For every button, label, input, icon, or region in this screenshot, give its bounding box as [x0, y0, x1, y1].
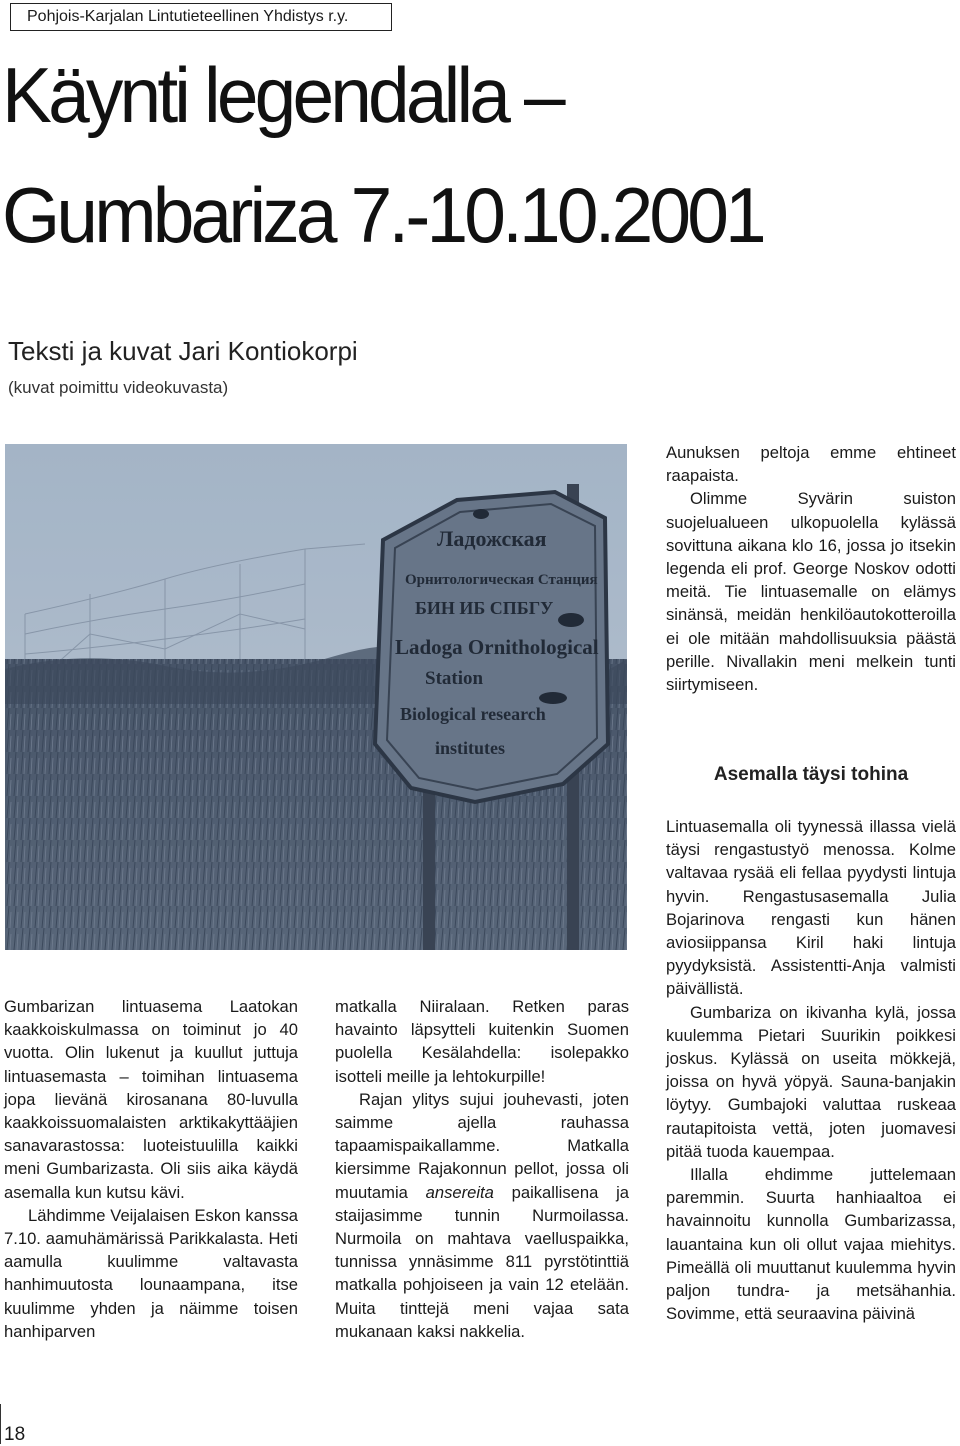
- byline: Teksti ja kuvat Jari Kontiokorpi: [8, 336, 358, 366]
- col2-paragraph-2-end: paikallisena ja staijasimme tunnin Nurmoilassa. Nurmoila on mahtava vaelluspaikka, tunnissa ynnäsimme 811 pyrstötinttiä matkalla pohjoiseen ja vain 12 etelään. Muita tinttejä meni vajaa sata mukanaan kaksi nakkelia.: [335, 1182, 629, 1341]
- col3-paragraph-3: Illalla ehdimme juttelemaan paremmin. Suurta hanhiaaltoa ei havainnoitu kunnolla Gumbarizassa, lauantaina kun oli ollut vajaa miehitys. Pimeällä oli muuttanut kuulemma hyvin paljon tundra- ja metsähanhia. Sovimme, että seuraavina päivinä: [666, 1165, 956, 1324]
- column-1: [4, 995, 298, 1343]
- section-subheading: Asemalla täysi tohina: [713, 764, 909, 785]
- col3-paragraph-2: Gumbariza on ikivanha kylä, jossa kuulemma Pietari Suurikin poikkesi joskus. Kylässä on useita mökkejä, joissa on hyvä yöpyä. Sauna-banjakin löytyy. Gumbajoki valuttaa ruskeaa rautapitoista vettä, joten juomavesi pitää tuoda kauempaa.: [666, 1002, 956, 1161]
- page-number: 18: [4, 1424, 26, 1445]
- col3-top-paragraph-1: Aunuksen peltoja emme ehtineet raapaista.: [666, 443, 956, 486]
- photo-credit: (kuvat poimittu videokuvasta): [8, 378, 229, 397]
- article-title-line-1: Käynti legendalla –: [2, 51, 562, 139]
- sign-line-3: БИН ИБ СПБГУ: [415, 598, 554, 618]
- col1-paragraph-2: Lähdimme Veijalaisen Eskon kanssa 7.10. aamuhämärissä Parikkalasta. Heti aamulla kuulimme valtavasta hanhimuutosta lounaampana, itse kuulimme yhden ja näimme toisen hanhiparven: [4, 1205, 298, 1341]
- col2-italic-term: ansereita: [425, 1182, 494, 1202]
- sign-line-1: Ладожская: [437, 526, 547, 551]
- publisher-header: [10, 3, 392, 31]
- column-3-top: [666, 441, 956, 696]
- col3-top-paragraph-2: Olimme Syvärin suiston suojelualueen ulkopuolella kylässä sovittuna aikana klo 16, jossa jo itsekin legenda eli prof. George Noskov odotti meitä. Tie lintuasemalle on elämys sinänsä, meidän henkilöautokotteroilla ei ole mitään mahdollisuuksia päästä perille. Nivallakin meni melkein tunti siirtymiseen.: [666, 489, 956, 695]
- col1-paragraph-1: Gumbarizan lintuasema Laatokan kaakkoiskulmassa on toiminut jo 40 vuotta. Olin lukenut ja kuullut juttuja lintuasemasta – toimihan lintuasema jopa lievänä kirosanana 80-luvulla kaakkoissuomalaisten arktikakyttääjien sanavarastossa: luoteistuulilla kaikki meni Gumbarizasta. Oli siis aika käydä asemalla kun kutsu kävi.: [4, 997, 298, 1202]
- sign-line-7: institutes: [435, 738, 506, 758]
- sign-line-2: Орнитологическая Станция: [405, 572, 598, 588]
- sign-line-6: Biological research: [400, 704, 546, 724]
- col2-paragraph-2-start: Rajan ylitys sujui jouhevasti, joten saimme ajella rauhassa tapaamispaikallamme. Matkalla kiersimme Rajakonnun pellot, jossa oli muutamia: [335, 1089, 629, 1202]
- col3-paragraph-1: Lintuasemalla oli tyynessä illassa vielä täysi rengastustyö menossa. Kolme valtavaa rysää eli fellaa pyydysti lintuja hyvin. Rengastusasemalla Julia Bojarinova rengasti kun hänen aviosiippansa Kiril haki lintuja pyydyksistä. Assistentti-Anja valmisti päivällistä.: [666, 817, 956, 999]
- publisher-name: Pohjois-Karjalan Lintutieteellinen Yhdistys r.y.: [27, 8, 349, 25]
- article-title-line-2: Gumbariza 7.-10.10.2001: [2, 171, 763, 259]
- page-edge-rule: [0, 1404, 1, 1444]
- station-sign-photo: [5, 444, 627, 950]
- col2-paragraph-1: matkalla Niiralaan. Retken paras havainto läpsytteli kuitenkin Suomen puolella Kesälahdella: isolepakko isotteli meille ja lehtokurpille!: [335, 997, 629, 1086]
- col2-paragraph-2: [335, 1088, 629, 1343]
- photo-illustration: [5, 444, 627, 950]
- sign-line-5: Station: [425, 668, 484, 689]
- column-2: [335, 995, 629, 1343]
- sign-line-4: Ladoga Ornithological: [395, 635, 599, 659]
- column-3-bottom: [666, 815, 956, 1325]
